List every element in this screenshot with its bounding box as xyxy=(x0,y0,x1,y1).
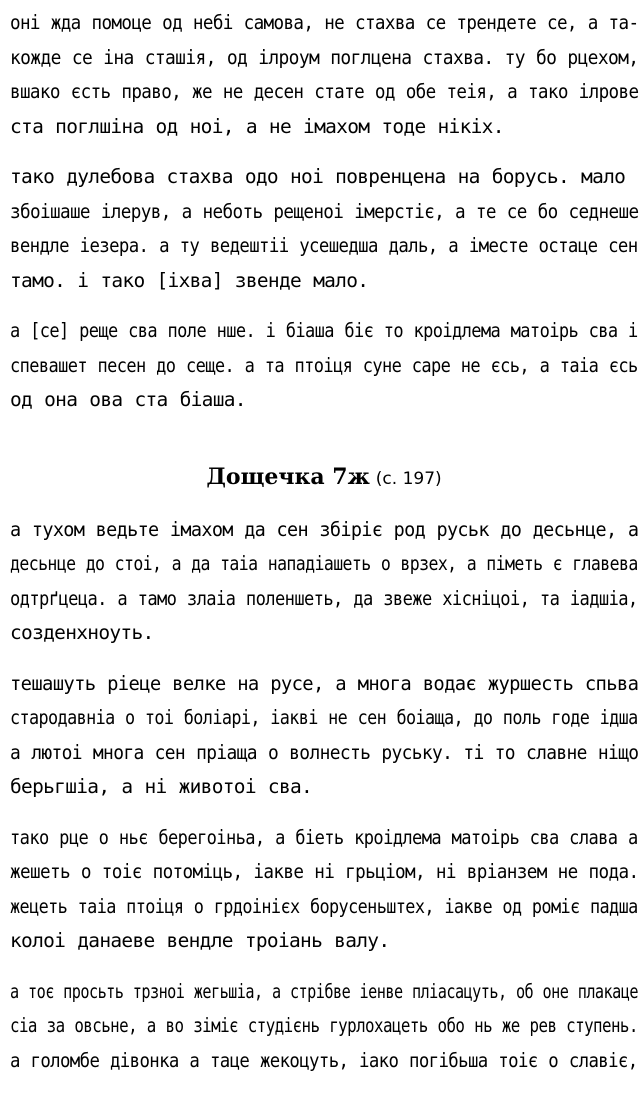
text-line: кожде се іна сташія, од ілроум поглцена стахва. ту бо рцехом, xyxy=(10,45,639,69)
text-line: а [се] реще сва поле нше. і біаша біє то кроідлема матоірь сва і xyxy=(10,319,638,342)
text-line: збоішаше ілерув, а неботь рещеноі імерстіє, а те се бо седнеше xyxy=(10,199,639,223)
text-block-top xyxy=(10,6,638,418)
paragraph xyxy=(10,314,638,418)
text-line: а голомбе дівонка а таце жекоцуть, іако погібьша тоіє о славіє, xyxy=(10,1048,638,1072)
text-line: а тоє просьть трзноі жегьшіа, а стрібве іенве пліасацуть, об оне плакаце xyxy=(10,979,638,1003)
paragraph xyxy=(10,160,638,298)
text-line: колоі данаеве вендле троіань валу. xyxy=(10,929,390,952)
text-line: десьнце до стоі, а да таіа нападіашеть о врзех, а піметь є главева xyxy=(10,552,638,575)
text-line: созденхноуть. xyxy=(10,621,154,644)
text-line: сіа за овсьне, а во зіміє студієнь гурлохацеть обо нь же рев ступень. xyxy=(10,1014,638,1037)
text-line: а тухом ведьте імахом да сен збіріє род руськ до десьнце, а xyxy=(10,517,639,541)
text-line: ста поглшіна од ноі, а не імахом тоде нікіх. xyxy=(10,114,504,138)
text-line: тако рце о ньє берегоіньа, а біеть кроідлема матоірь сва слава а xyxy=(10,825,638,849)
text-line: тамо. і тако [іхва] звенде мало. xyxy=(10,268,369,292)
text-line: оні жда помоце од небі самова, не стахва се трендете се, а та- xyxy=(10,11,639,34)
heading-page-reference: (с. 197) xyxy=(375,468,442,489)
heading-title: Дощечка 7ж xyxy=(206,463,370,490)
text-line: од она ова ста біаша. xyxy=(10,388,246,411)
paragraph xyxy=(10,667,638,805)
text-line: тешашуть ріеце велке на русе, а многа водає журшесть спьва xyxy=(10,671,639,695)
text-line: вендле іезера. а ту ведештіі усешедша даль, а іместе остаце сен xyxy=(10,234,638,257)
text-line: жецеть таіа птоіця о грдоінієх борусеньштех, іакве од роміє падша xyxy=(10,894,638,918)
text-line: одтрґцеца. а тамо злаіа поленшеть, да звеже хісніцоі, та іадшіа, xyxy=(10,586,638,610)
document-page xyxy=(10,6,638,1094)
text-line: берьгшіа, а ні животоі сва. xyxy=(10,775,313,798)
text-line: а лютоі многа сен пріаща о волнесть руську. ті то славне ніщо xyxy=(10,740,639,764)
text-line: стародавніа о тоі боліарі, іакві не сен боіаща, до поль годе ідша xyxy=(10,706,638,729)
text-line: тако дулебова стахва одо ноі повренцена на борусь. мало xyxy=(10,165,626,188)
paragraph xyxy=(10,821,638,959)
text-line: вшако єсть право, же не десен стате од обе теія, а тако ілрове xyxy=(10,80,639,103)
text-line: спевашет песен до сеще. а та птоіця суне саре не єсь, а таіа єсь xyxy=(10,353,638,377)
text-line: жешеть о тоіє потоміць, іакве ні грьціом, ні вріанзем не пода. xyxy=(10,860,639,883)
paragraph xyxy=(10,6,638,144)
paragraph xyxy=(10,975,638,1079)
paragraph xyxy=(10,513,638,651)
text-block-bottom xyxy=(10,513,638,1079)
section-heading xyxy=(10,462,638,495)
